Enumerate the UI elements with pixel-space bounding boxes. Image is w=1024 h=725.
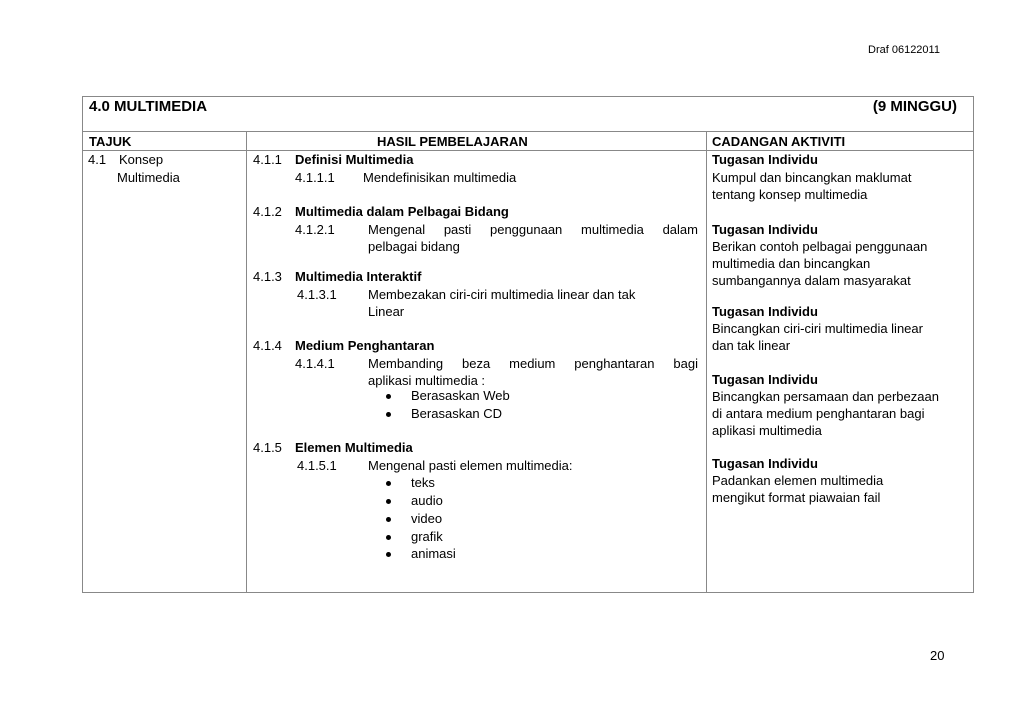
s1-num: 4.1.1 [253,152,282,167]
s5-sub-text: Mengenal pasti elemen multimedia: [368,458,573,473]
s4-bullet-1: Berasaskan Web [411,388,510,403]
s3-title: Multimedia Interaktif [295,269,422,284]
a4-line3: aplikasi multimedia [712,423,822,438]
tajuk-line1: Konsep [119,152,164,167]
s1-sub-text: Mendefinisikan multimedia [363,170,517,185]
draft-label: Draf 06122011 [868,44,940,56]
s4-title: Medium Penghantaran [295,338,435,353]
a2-line3: sumbangannya dalam masyarakat [712,273,911,288]
a2-line2: multimedia dan bincangkan [712,256,871,271]
s3-sub-line1: Membezakan ciri-ciri multimedia linear dan tak [368,287,636,302]
s4-num: 4.1.4 [253,338,282,353]
s5-bullet-5: animasi [411,546,456,561]
a5-heading: Tugasan Individu [712,456,818,471]
bullet-icon [386,517,391,522]
a3-line1: Bincangkan ciri-ciri multimedia linear [712,321,923,336]
column-divider-2 [706,132,707,592]
header-divider [83,150,973,151]
s2-sub-line2: pelbagai bidang [368,239,460,254]
tajuk-line2: Multimedia [117,170,180,185]
a5-line2: mengikut format piawaian fail [712,490,881,505]
a2-heading: Tugasan Individu [712,222,818,237]
s3-sub-num: 4.1.3.1 [297,287,337,302]
s2-sub-line1: Mengenal pasti penggunaan multimedia dalam [368,222,698,237]
a1-line2: tentang konsep multimedia [712,187,868,202]
syllabus-table [82,96,974,593]
s4-bullet-2: Berasaskan CD [411,406,503,421]
a4-heading: Tugasan Individu [712,372,818,387]
a4-line1: Bincangkan persamaan dan perbezaan [712,389,939,404]
a1-heading: Tugasan Individu [712,152,818,167]
a2-line1: Berikan contoh pelbagai penggunaan [712,239,928,254]
header-hasil-pembelajaran: HASIL PEMBELAJARAN [377,134,528,149]
s4-sub-line1: Membanding beza medium penghantaran bagi [368,356,698,371]
s2-num: 4.1.2 [253,204,282,219]
s5-title: Elemen Multimedia [295,440,413,455]
s5-bullet-3: video [411,511,443,526]
section-duration: (9 MINGGU) [872,98,957,115]
s2-sub-num: 4.1.2.1 [295,222,335,237]
header-tajuk: TAJUK [89,134,132,149]
bullet-icon [386,394,391,399]
s3-num: 4.1.3 [253,269,282,284]
section-title-row [83,97,973,132]
s5-bullet-1: teks [411,475,435,490]
a3-heading: Tugasan Individu [712,304,818,319]
a5-line1: Padankan elemen multimedia [712,473,884,488]
column-divider-1 [246,132,247,592]
page-number: 20 [930,648,945,663]
s4-sub-num: 4.1.4.1 [295,356,335,371]
tajuk-number: 4.1 [88,152,107,167]
s5-num: 4.1.5 [253,440,282,455]
s4-sub-line2: aplikasi multimedia : [368,373,486,388]
s5-bullet-2: audio [411,493,443,508]
s5-sub-num: 4.1.5.1 [297,458,337,473]
bullet-icon [386,412,391,417]
s5-bullet-4: grafik [411,529,443,544]
a4-line2: di antara medium penghantaran bagi [712,406,925,421]
bullet-icon [386,552,391,557]
bullet-icon [386,535,391,540]
bullet-icon [386,481,391,486]
s1-sub-num: 4.1.1.1 [295,170,335,185]
a3-line2: dan tak linear [712,338,791,353]
s1-title: Definisi Multimedia [295,152,414,167]
s3-sub-line2: Linear [368,304,405,319]
s2-title: Multimedia dalam Pelbagai Bidang [295,204,509,219]
a1-line1: Kumpul dan bincangkan maklumat [712,170,912,185]
bullet-icon [386,499,391,504]
section-title: 4.0 MULTIMEDIA [89,98,208,115]
header-cadangan-aktiviti: CADANGAN AKTIVITI [712,134,846,149]
